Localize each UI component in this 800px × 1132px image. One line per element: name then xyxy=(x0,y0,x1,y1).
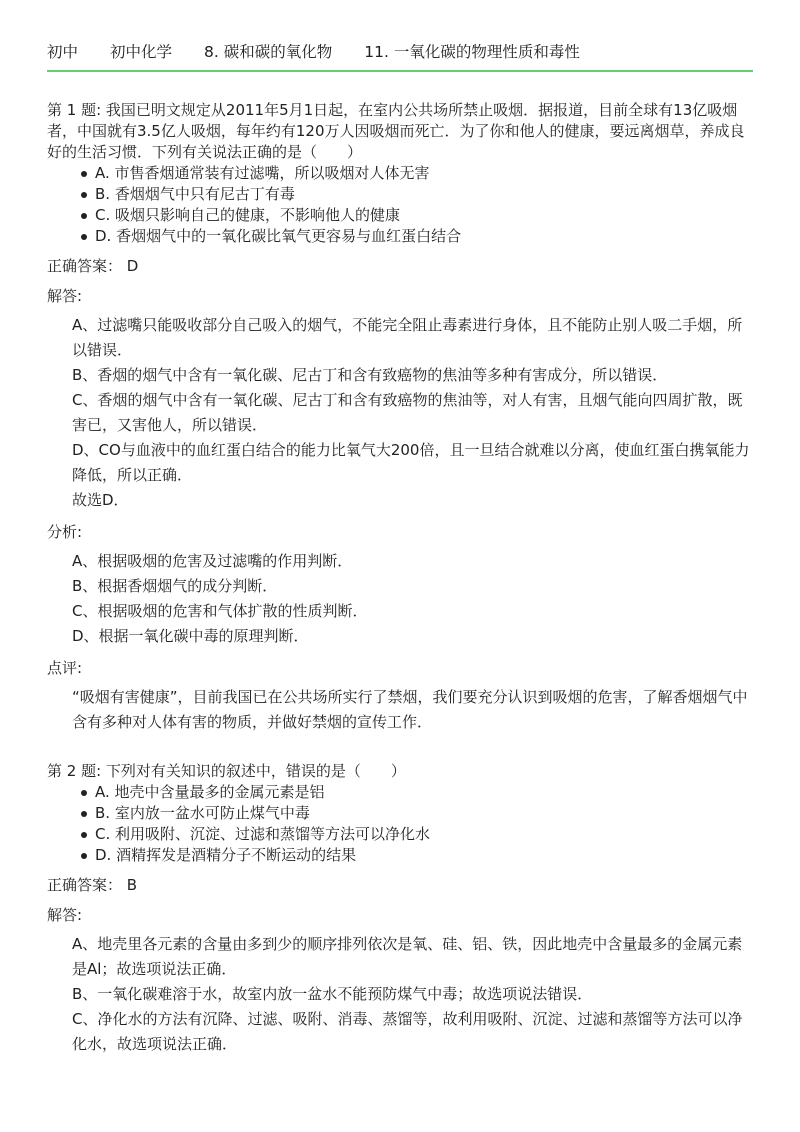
question-1-solution xyxy=(72,313,757,513)
analysis-label: 分析: xyxy=(47,523,83,541)
solution-line: 故选D． xyxy=(72,491,129,509)
solution-line: D、CO与血液中的血红蛋白结合的能力比氧气大200倍，且一旦结合就难以分离，使血红蛋白携氧能力降低，所以正确． xyxy=(72,441,750,484)
solution-line: A、地壳里各元素的含量由多到少的顺序排列依次是氧、硅、铝、铁，因此地壳中含量最多的金属元素是Al；故选项说法正确． xyxy=(72,935,743,978)
question-1-comment xyxy=(72,685,757,735)
question-2-option-b: B. 室内放一盆水可防止煤气中毒 xyxy=(81,803,757,824)
question-1-answer xyxy=(47,255,757,277)
breadcrumb-stage[interactable]: 初中 xyxy=(47,43,79,61)
solution-line: B、香烟的烟气中含有一氧化碳、尼古丁和含有致癌物的焦油等多种有害成分，所以错误． xyxy=(72,366,668,384)
breadcrumb-chapter[interactable]: 8. 碳和碳的氧化物 xyxy=(204,43,333,61)
solution-line: A、过滤嘴只能吸收部分自己吸入的烟气，不能完全阻止毒素进行身体，且不能防止别人吸二手烟，所以错误． xyxy=(72,316,743,359)
question-2-option-c: C. 利用吸附、沉淀、过滤和蒸馏等方法可以净化水 xyxy=(81,824,757,845)
analysis-line: C、根据吸烟的危害和气体扩散的性质判断． xyxy=(72,602,368,620)
answer-label: 正确答案： xyxy=(47,876,123,894)
answer-label: 正确答案： xyxy=(47,257,123,275)
header-divider xyxy=(47,70,753,72)
question-1-analysis xyxy=(72,549,757,649)
question-1-text: 第 1 题: 我国已明文规定从2011年5月1日起，在室内公共场所禁止吸烟．据报道，目前全球有13亿吸烟者，中国就有3.5亿人吸烟，每年约有120万人因吸烟而死亡．为了你和他人的健康，要远离烟草，养成良好的生活习惯．下列有关说法正确的是（ ） xyxy=(47,101,745,161)
question-2-option-d: D. 酒精挥发是酒精分子不断运动的结果 xyxy=(81,845,757,866)
breadcrumb xyxy=(47,40,612,62)
comment-text: “吸烟有害健康”，目前我国已在公共场所实行了禁烟，我们要充分认识到吸烟的危害，了解香烟烟气中含有多种对人体有害的物质，并做好禁烟的宣传工作． xyxy=(72,688,748,731)
comment-label: 点评: xyxy=(47,659,83,677)
question-2-text: 第 2 题: 下列对有关知识的叙述中，错误的是（ ） xyxy=(47,762,406,780)
question-2 xyxy=(47,761,757,1057)
analysis-line: B、根据香烟烟气的成分判断． xyxy=(72,577,278,595)
solution-label: 解答: xyxy=(47,287,83,305)
question-1-option-c: C. 吸烟只影响自己的健康，不影响他人的健康 xyxy=(81,205,757,226)
question-1-option-b: B. 香烟烟气中只有尼古丁有毒 xyxy=(81,184,757,205)
answer-value: D xyxy=(126,257,139,275)
solution-label: 解答: xyxy=(47,906,83,924)
question-2-options xyxy=(47,782,757,866)
question-2-option-a: A. 地壳中含量最多的金属元素是铝 xyxy=(81,782,757,803)
question-list xyxy=(47,100,757,1057)
breadcrumb-subject[interactable]: 初中化学 xyxy=(110,43,173,61)
question-2-answer xyxy=(47,874,757,896)
solution-line: C、净化水的方法有沉降、过滤、吸附、消毒、蒸馏等，故利用吸附、沉淀、过滤和蒸馏等方法可以净化水，故选项说法正确． xyxy=(72,1010,743,1053)
analysis-line: D、根据一氧化碳中毒的原理判断． xyxy=(72,627,309,645)
breadcrumb-topic[interactable]: 11. 一氧化碳的物理性质和毒性 xyxy=(364,43,580,61)
analysis-line: A、根据吸烟的危害及过滤嘴的作用判断． xyxy=(72,552,353,570)
question-1 xyxy=(47,100,757,735)
question-1-option-d: D. 香烟烟气中的一氧化碳比氧气更容易与血红蛋白结合 xyxy=(81,226,757,247)
answer-value: B xyxy=(126,876,138,894)
question-1-option-a: A. 市售香烟通常装有过滤嘴，所以吸烟对人体无害 xyxy=(81,163,757,184)
question-2-solution xyxy=(72,932,757,1057)
solution-line: C、香烟的烟气中含有一氧化碳、尼古丁和含有致癌物的焦油等，对人有害，且烟气能向四周扩散，既害已，又害他人，所以错误． xyxy=(72,391,743,434)
question-1-options xyxy=(47,163,757,247)
solution-line: B、一氧化碳难溶于水，故室内放一盆水不能预防煤气中毒；故选项说法错误． xyxy=(72,985,593,1003)
